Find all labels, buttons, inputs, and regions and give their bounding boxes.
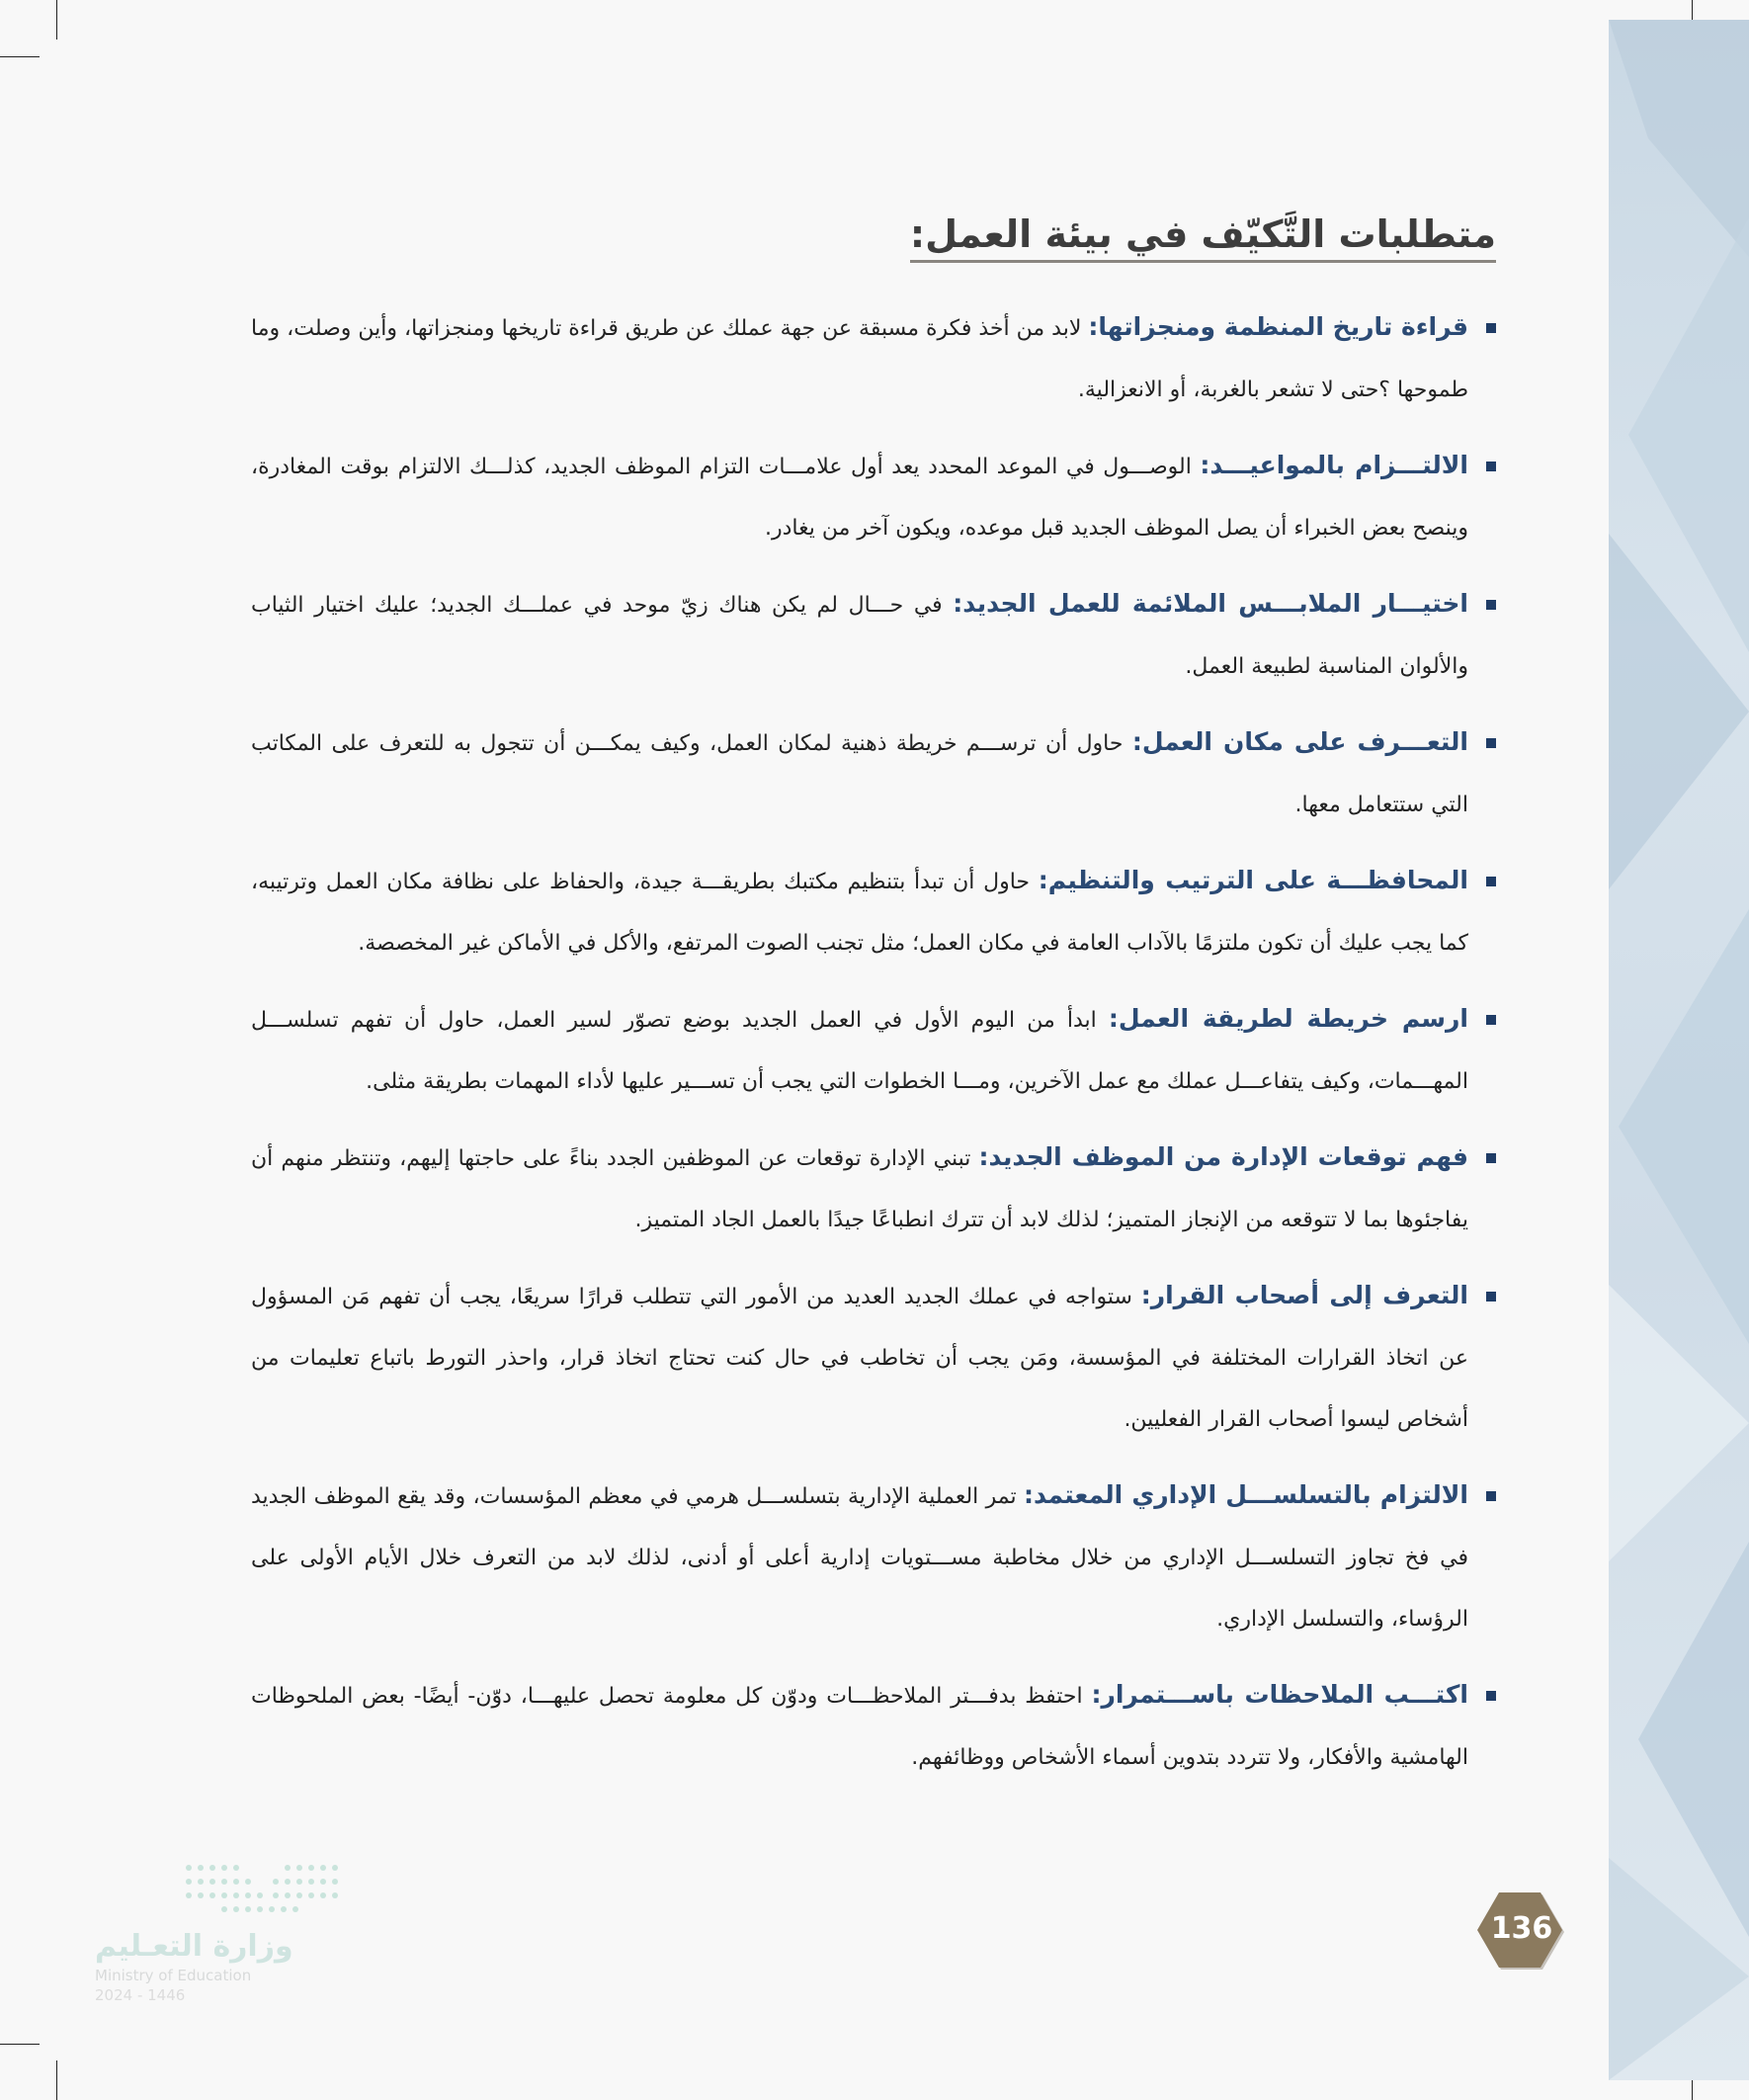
item-body: تبني الإدارة توقعات عن الموظفين الجدد بناءً على حاجتها إليهم، وتنتظر منهم أن يفاجئوها بما لا تتوقعه من الإنجاز المتميز؛ لذلك لابد أن تترك انطباعًا جيدًا بالعمل الجاد المتميز.: [251, 1146, 1468, 1232]
square-bullet-icon: [1486, 1292, 1496, 1302]
square-bullet-icon: [1486, 1691, 1496, 1701]
list-item: [251, 712, 1496, 836]
square-bullet-icon: [1486, 1015, 1496, 1025]
square-bullet-icon: [1486, 1491, 1496, 1501]
list-item: [251, 573, 1496, 698]
crop-mark: [56, 2060, 57, 2100]
ministry-logo: [95, 1858, 362, 2006]
chevron-pattern: [1609, 20, 1749, 2080]
item-lead: اكتـــب الملاحظات باســـتمرار:: [1091, 1680, 1468, 1709]
crop-mark: [0, 56, 40, 57]
item-body: الوصـــول في الموعد المحدد يعد أول علامـــات التزام الموظف الجديد، كذلـــك الالتزام بوقت المغادرة، وينصح بعض الخبراء أن يصل الموظف الجديد قبل موعده، ويكون آخر من يغادر.: [251, 455, 1468, 541]
list-item: [251, 296, 1496, 421]
list-item: [251, 850, 1496, 974]
item-lead: ارسم خريطة لطريقة العمل:: [1108, 1004, 1468, 1033]
item-body: لابد من أخذ فكرة مسبقة عن جهة عملك عن طريق قراءة تاريخها ومنجزاتها، وأين وصلت، وما طموحها ؟حتى لا تشعر بالغربة، أو الانعزالية.: [251, 316, 1468, 402]
square-bullet-icon: [1486, 323, 1496, 333]
item-body: تمر العملية الإدارية بتسلســـل هرمي في معظم المؤسسات، وقد يقع الموظف الجديد في فخ تجاوز التسلســـل الإداري من خلال مخاطبة مســـتويات إدارية أعلى أو أدنى، لذلك لابد من التعرف خلال الأيام الأولى على الرؤساء، والتسلسل الإداري.: [251, 1484, 1468, 1632]
page-title: متطلبات التَّكيّف في بيئة العمل:: [910, 212, 1496, 263]
item-body: حاول أن ترســـم خريطة ذهنية لمكان العمل، وكيف يمكـــن أن تتجول به للتعرف على المكاتب التي ستتعامل معها.: [251, 731, 1468, 817]
requirements-list: [251, 296, 1496, 1803]
square-bullet-icon: [1486, 1153, 1496, 1163]
item-lead: قراءة تاريخ المنظمة ومنجزاتها:: [1088, 312, 1469, 341]
decorative-side-band: [1609, 20, 1749, 2080]
list-item: [251, 435, 1496, 559]
item-body: في حـــال لم يكن هناك زيّ موحد في عملـــك الجديد؛ عليك اختيار الثياب والألوان المناسبة لطبيعة العمل.: [251, 593, 1468, 679]
square-bullet-icon: [1486, 600, 1496, 610]
logo-name-en: Ministry of Education: [95, 1967, 252, 1984]
square-bullet-icon: [1486, 738, 1496, 748]
logo-year: 2024 - 1446: [95, 1986, 186, 2004]
square-bullet-icon: [1486, 462, 1496, 471]
item-body: احتفظ بدفـــتر الملاحظـــات ودوّن كل معلومة تحصل عليهـــا، دوّن- أيضًا- بعض الملحوظات الهامشية والأفكار، ولا تتردد بتدوين أسماء الأشخاص ووظائفهم.: [251, 1684, 1468, 1770]
list-item: [251, 1465, 1496, 1650]
square-bullet-icon: [1486, 877, 1496, 886]
item-body: حاول أن تبدأ بتنظيم مكتبك بطريقـــة جيدة، والحفاظ على نظافة مكان العمل وترتيبه، كما يجب عليك أن تكون ملتزمًا بالآداب العامة في مكان العمل؛ مثل تجنب الصوت المرتفع، والأكل في الأماكن غير المخصصة.: [251, 870, 1468, 956]
item-lead: المحافظـــة على الترتيب والتنظيم:: [1038, 866, 1468, 894]
item-lead: التعرف إلى أصحاب القرار:: [1140, 1281, 1468, 1309]
list-item: [251, 988, 1496, 1113]
item-lead: الالتـــزام بالمواعيـــد:: [1200, 451, 1468, 479]
crop-mark: [56, 0, 57, 40]
item-lead: الالتزام بالتسلســـل الإداري المعتمد:: [1024, 1480, 1468, 1509]
list-item: [251, 1664, 1496, 1789]
crop-mark: [0, 2044, 40, 2045]
item-body: ابدأ من اليوم الأول في العمل الجديد بوضع تصوّر لسير العمل، حاول أن تفهم تسلســـل المهـــمات، وكيف يتفاعـــل عملك مع عمل الآخرين، ومـــا الخطوات التي يجب أن تســـير عليها لأداء المهمات بطريقة مثلى.: [251, 1008, 1468, 1094]
item-lead: التعـــرف على مكان العمل:: [1131, 727, 1469, 756]
list-item: [251, 1265, 1496, 1451]
dotted-logo-icon: [179, 1858, 357, 1927]
list-item: [251, 1127, 1496, 1251]
page-number: 136: [1490, 1911, 1553, 1946]
item-lead: فهم توقعات الإدارة من الموظف الجديد:: [978, 1142, 1468, 1171]
item-body: ستواجه في عملك الجديد العديد من الأمور التي تتطلب قرارًا سريعًا، يجب أن تفهم مَن المسؤول عن اتخاذ القرارات المختلفة في المؤسسة، ومَن يجب أن تخاطب في حال كنت تحتاج اتخاذ قرار، واحذر التورط باتباع تعليمات من أشخاص ليسوا أصحاب القرار الفعليين.: [251, 1285, 1468, 1432]
item-lead: اختيـــار الملابـــس الملائمة للعمل الجديد:: [953, 589, 1468, 618]
logo-name-ar: وزارة التعـليم: [95, 1929, 293, 1964]
